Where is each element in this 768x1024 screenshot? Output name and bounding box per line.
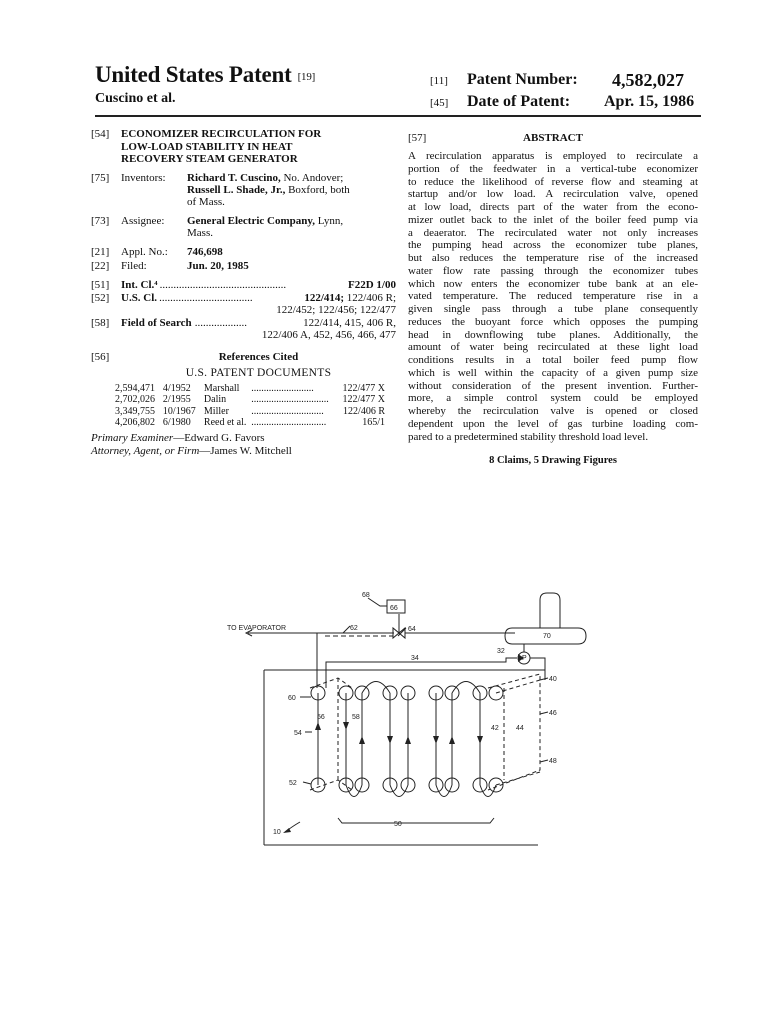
date-label: Date of Patent: xyxy=(467,93,571,110)
field-code: [21] xyxy=(91,245,110,258)
abstract-line: but also reduces the temperature rise of the increased xyxy=(408,252,698,264)
field-label: U.S. Cl. xyxy=(121,291,158,304)
attorney-label: Attorney, Agent, or Firm xyxy=(91,444,200,457)
abstract-text xyxy=(408,150,698,443)
label-48: 48 xyxy=(549,758,557,765)
references-title: References Cited xyxy=(218,351,299,364)
references-subtitle: U.S. PATENT DOCUMENTS xyxy=(185,366,332,379)
assignee-field xyxy=(91,215,396,240)
label-pump: P xyxy=(522,655,527,662)
field-label: Field of Search xyxy=(121,316,192,329)
search-field xyxy=(91,317,396,329)
label-34: 34 xyxy=(411,655,419,662)
ref-name: Reed et al. xyxy=(203,417,247,429)
invention-title xyxy=(121,128,321,166)
abstract-line: which is well within the capacity of a given pump size xyxy=(408,366,698,379)
label-to-evaporator: TO EVAPORATOR xyxy=(227,625,286,632)
leader-line xyxy=(540,760,548,762)
ref-name: Marshall xyxy=(203,383,240,395)
abstract-line: whereby the recirculation valve is opened or closed xyxy=(408,405,698,417)
attorney-name: —James W. Mitchell xyxy=(199,444,292,457)
label-66: 66 xyxy=(390,605,398,612)
abstract-title: ABSTRACT xyxy=(523,132,583,144)
tube-bend-bottom xyxy=(480,785,496,797)
inventor-place: No. Andover; xyxy=(283,171,344,184)
flow-arrow-up xyxy=(405,736,411,744)
field-code: [58] xyxy=(91,316,110,329)
abstract-line: conditions results in a total boiler feed pump flow xyxy=(408,354,698,366)
abstract-line: vated temperature. The reduced temperature rise in a xyxy=(408,290,698,303)
label-10: 10 xyxy=(273,829,281,836)
inventors-field xyxy=(91,172,396,209)
ref-dots: ............................... xyxy=(251,394,329,406)
field-code: [57] xyxy=(408,132,427,144)
flow-arrow-down xyxy=(343,722,349,730)
inventor-name: Russell L. Shade, Jr., xyxy=(187,183,286,196)
tube-bend-bottom xyxy=(346,785,362,797)
title-line: LOW-LOAD STABILITY IN HEAT xyxy=(121,140,293,153)
reference-row xyxy=(115,394,385,405)
abstract-heading xyxy=(408,132,698,150)
inventors-tail: of Mass. xyxy=(187,196,225,209)
flow-arrow-up xyxy=(449,736,455,744)
filed-date: Jun. 20, 1985 xyxy=(187,259,249,272)
label-64: 64 xyxy=(408,626,416,633)
field-label: Filed: xyxy=(121,259,147,272)
figure-lines xyxy=(246,593,586,845)
abstract-line: the pumping head across the economizer tube planes, xyxy=(408,239,698,252)
uscl-rest: 122/406 R; xyxy=(346,291,396,304)
ref-class: 165/1 xyxy=(362,417,385,429)
uscl-field xyxy=(91,292,396,304)
ref-class: 122/406 R xyxy=(343,405,385,417)
examiner-label: Primary Examiner xyxy=(91,432,174,445)
abstract-line: mizer outlet back to the inlet of the boiler feed pump via xyxy=(408,213,698,226)
appl-field xyxy=(91,246,396,258)
flow-arrow-down xyxy=(387,736,393,744)
leader-dots: .............................................. xyxy=(159,279,287,292)
flow-arrow-up xyxy=(359,736,365,744)
header-rule xyxy=(95,115,701,117)
ref-number: 3,349,755 xyxy=(115,405,155,417)
abstract-line: A recirculation apparatus is employed to recirculate a xyxy=(408,150,698,162)
abstract-line: head in downflowing tube planes. Additionally, the xyxy=(408,328,698,341)
patent-number-label: Patent Number: xyxy=(467,71,578,88)
reference-row xyxy=(115,417,385,428)
attorney-line xyxy=(91,445,396,457)
outlet-header-dash xyxy=(488,674,540,790)
field-code: [51] xyxy=(91,279,110,292)
claims-count: 8 Claims, 5 Drawing Figures xyxy=(489,455,617,467)
abstract-line: startup and/or low load. A recirculation valve, opened xyxy=(408,188,698,201)
leader-line xyxy=(303,782,311,784)
ref-class: 122/477 X xyxy=(342,383,385,395)
abstract-line: to reduce the likelihood of reverse flow and steaming at xyxy=(408,175,698,188)
abstract-line: reduces the buoyant force which opposes the pumping xyxy=(408,315,698,328)
ref-name: Miller xyxy=(203,405,229,417)
field-label: Assignee: xyxy=(121,214,165,227)
field-code: [22] xyxy=(91,259,110,272)
uscl-line2: 122/452; 122/456; 122/477 xyxy=(276,304,396,317)
label-44: 44 xyxy=(516,725,524,732)
label-56: 56 xyxy=(317,714,325,721)
flow-arrows xyxy=(283,654,524,833)
patent-date: Apr. 15, 1986 xyxy=(604,93,695,110)
tube-bend-bottom xyxy=(436,785,452,797)
assignee-place: Lynn, xyxy=(317,214,344,227)
intcl-value: F22D 1/00 xyxy=(348,279,396,292)
label-42: 42 xyxy=(491,725,499,732)
ref-dots: ............................. xyxy=(251,405,324,417)
label-62: 62 xyxy=(350,625,358,632)
reference-row xyxy=(115,383,385,394)
examiner-line xyxy=(91,432,396,444)
abstract-section xyxy=(408,132,698,466)
abstract-line: water flow rate passing through the economizer tubes xyxy=(408,264,698,277)
ref-dots: ......................... xyxy=(251,383,314,395)
ref-number: 4,206,802 xyxy=(115,417,155,429)
label-68: 68 xyxy=(362,592,370,599)
title-field xyxy=(91,128,396,166)
patent-header-title xyxy=(95,62,315,88)
ref-date: 10/1967 xyxy=(162,405,196,417)
references-table xyxy=(115,383,385,428)
search-line1: 122/414, 415, 406 R, xyxy=(303,316,396,329)
field-label: Inventors: xyxy=(121,171,166,184)
figure-labels xyxy=(227,592,557,836)
leader-line xyxy=(343,626,350,633)
feedwater-line xyxy=(326,658,517,688)
ref-class: 122/477 X xyxy=(342,394,385,406)
uscl-main: 122/414; xyxy=(304,291,345,304)
inventors-value xyxy=(187,172,385,209)
signal-line xyxy=(368,598,387,606)
abstract-line: dependent upon the level of gas turbine loading com- xyxy=(408,417,698,430)
abstract-line: without consideration of the present invention. Further- xyxy=(408,379,698,392)
abstract-line: pared to a predetermined stability threshold load level. xyxy=(408,430,649,443)
field-label: Appl. No.: xyxy=(121,245,168,258)
ref-date: 4/1952 xyxy=(162,383,191,395)
flow-arrow-down xyxy=(477,736,483,744)
appl-number: 746,698 xyxy=(187,245,223,258)
leader-line xyxy=(540,712,548,714)
references-body xyxy=(115,383,385,428)
label-60: 60 xyxy=(288,695,296,702)
field-code: [54] xyxy=(91,128,110,140)
label-70: 70 xyxy=(543,633,551,640)
abstract-line: amount of water being recirculated at these light load xyxy=(408,341,698,354)
field-code: [75] xyxy=(91,171,110,184)
label-58: 58 xyxy=(352,714,360,721)
ref-date: 6/1980 xyxy=(162,417,191,429)
ref-number: 2,594,471 xyxy=(115,383,155,395)
bracket-50 xyxy=(338,818,494,823)
references-heading xyxy=(91,351,396,363)
ref-number: 2,702,026 xyxy=(115,394,155,406)
inventor-place: Boxford, both xyxy=(288,183,350,196)
abstract-line: portion of the feedwater in a vertical-tube economizer xyxy=(408,162,698,175)
title-line: RECOVERY STEAM GENERATOR xyxy=(121,153,298,165)
drawing-figure xyxy=(0,560,768,860)
date-code: [45] xyxy=(430,97,449,109)
title-code: [19] xyxy=(297,70,316,83)
patent-number: 4,582,027 xyxy=(612,70,684,90)
leader-dots: ................... xyxy=(194,316,247,329)
field-code: [52] xyxy=(91,291,110,304)
tube-bend-bottom xyxy=(390,785,408,797)
label-54: 54 xyxy=(294,730,302,737)
label-40: 40 xyxy=(549,676,557,683)
title-line: ECONOMIZER RECIRCULATION FOR xyxy=(121,128,322,140)
field-code: [73] xyxy=(91,214,110,227)
assignee-value xyxy=(187,215,387,240)
search-line2: 122/406 A, 452, 456, 466, 477 xyxy=(261,328,396,341)
ref-date: 2/1955 xyxy=(162,394,191,406)
field-code: [56] xyxy=(91,351,110,364)
intcl-field xyxy=(91,279,396,291)
filed-field xyxy=(91,260,396,272)
examiner-name: —Edward G. Favors xyxy=(173,432,265,445)
label-50: 50 xyxy=(394,821,402,828)
abstract-line: at low load, directs part of the water from the econo- xyxy=(408,201,698,213)
flow-arrow-up xyxy=(315,722,321,730)
pump-discharge xyxy=(530,658,545,670)
assignee-tail: Mass. xyxy=(187,227,213,240)
abstract-line: given single pass through a tube plane consequently xyxy=(408,303,698,315)
flow-arrow-down xyxy=(433,736,439,744)
field-label: Int. Cl.⁴ xyxy=(121,279,158,292)
biblio-column xyxy=(91,128,396,457)
reference-row xyxy=(115,406,385,417)
ref-dots: .............................. xyxy=(251,417,327,429)
deaerator-dome xyxy=(540,593,560,628)
leader-line xyxy=(540,678,548,680)
assignee-name: General Electric Company, xyxy=(187,214,316,227)
leader-dots: .................................. xyxy=(159,291,253,304)
abstract-line: a deaerator. The recirculated water not only increases xyxy=(408,226,698,239)
abstract-line: more, a simple control system could be employed xyxy=(408,392,698,405)
inventor-name: Richard T. Cuscino, xyxy=(187,171,281,184)
label-52: 52 xyxy=(289,780,297,787)
title-text: United States Patent xyxy=(95,62,292,87)
patent-number-code: [11] xyxy=(430,75,448,87)
label-32: 32 xyxy=(497,648,505,655)
ref-name: Dalin xyxy=(203,394,227,406)
label-46: 46 xyxy=(549,710,557,717)
header-authors: Cuscino et al. xyxy=(95,91,176,106)
abstract-line: which now enters the economizer tube bank at an ele- xyxy=(408,277,698,290)
